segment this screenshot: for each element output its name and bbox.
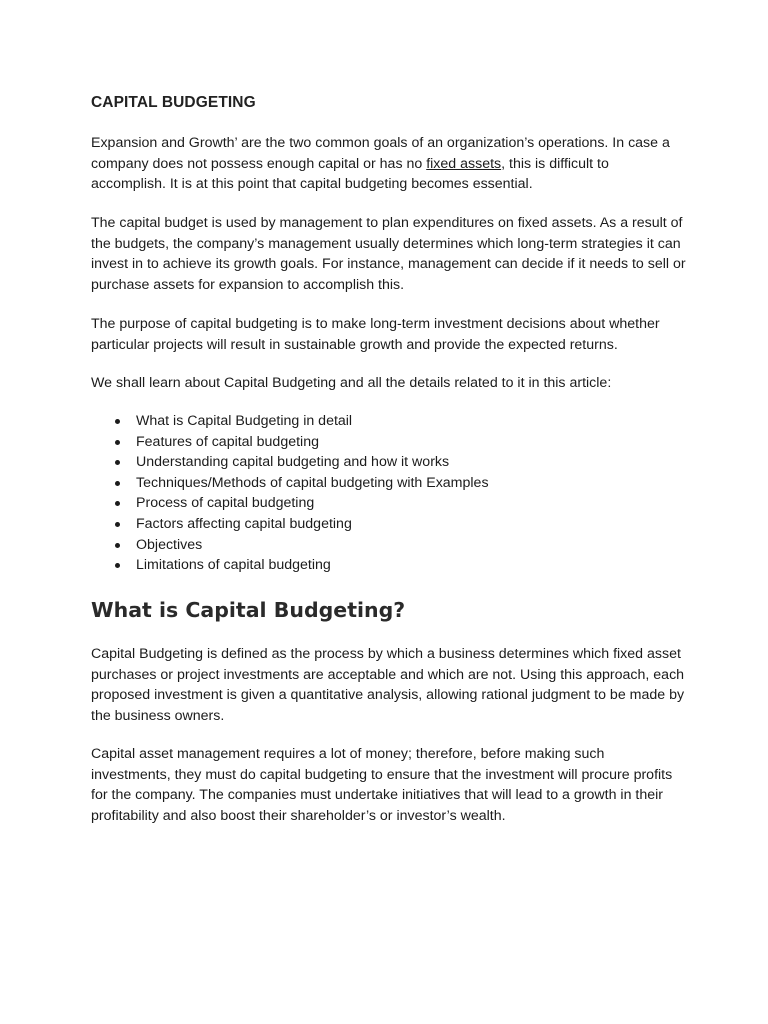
topics-list: [91, 411, 489, 576]
list-item: [91, 473, 489, 494]
bullet-icon: [115, 481, 120, 486]
list-item: [91, 452, 489, 473]
list-item: [91, 555, 489, 576]
bullet-icon: [115, 440, 120, 445]
list-item: [91, 493, 489, 514]
bullet-icon: [115, 563, 120, 568]
bullet-icon: [115, 501, 120, 506]
intro-text-before-link: Expansion and Growth’ are the two common goals of an organization’s operations. In case a company does not possess enough capital or has no: [91, 135, 670, 172]
section-paragraph-asset-management: Capital asset management requires a lot of money; therefore, before making such investments, they must do capital budgeting to ensure that the investment will procure profits for the company. The companies must undertake initiatives that will lead to a growth in their profitability and also boost their shareholder’s or investor’s wealth.: [91, 746, 673, 824]
bullet-icon: [115, 543, 120, 548]
intro-text-after-link: , this is difficult to accomplish. It is at this point that capital budgeting becomes essential.: [91, 155, 609, 193]
list-item-label: Understanding capital budgeting and how it works: [136, 454, 450, 471]
list-item-label: Limitations of capital budgeting: [136, 557, 331, 574]
list-item: [91, 432, 489, 453]
paragraph-purpose: The purpose of capital budgeting is to make long-term investment decisions about whether particular projects will result in sustainable growth and provide the expected returns.: [91, 316, 660, 353]
paragraph-article-intro: We shall learn about Capital Budgeting and all the details related to it in this article:: [91, 375, 612, 391]
bullet-icon: [115, 460, 120, 465]
intro-paragraph: [91, 133, 686, 195]
bullet-icon: [115, 419, 120, 424]
list-item-label: Objectives: [136, 536, 203, 553]
section-heading: What is Capital Budgeting?: [91, 598, 406, 622]
document-title: CAPITAL BUDGETING: [91, 94, 256, 111]
paragraph-capital-budget-use: The capital budget is used by management to plan expenditures on fixed assets. As a result of the budgets, the company’s management usually determines which long-term strategies it can invest in to achieve its growth goals. For instance, management can decide if it needs to sell or purchase assets for expansion to accomplish this.: [91, 215, 686, 293]
list-item-label: Factors affecting capital budgeting: [136, 515, 352, 532]
section-paragraph-definition: Capital Budgeting is defined as the process by which a business determines which fixed asset purchases or project investments are acceptable and which are not. Using this approach, each proposed investment is given a quantitative analysis, allowing rational judgment to be made by the business owners.: [91, 646, 685, 724]
bullet-icon: [115, 522, 120, 527]
list-item-label: Techniques/Methods of capital budgeting with Examples: [136, 474, 489, 491]
list-item-label: What is Capital Budgeting in detail: [136, 413, 353, 429]
fixed-assets-link[interactable]: fixed assets: [426, 155, 502, 172]
list-item-label: Features of capital budgeting: [136, 433, 319, 450]
list-item: [91, 514, 489, 535]
list-item-label: Process of capital budgeting: [136, 495, 315, 512]
list-item: [91, 535, 489, 556]
list-item: [91, 411, 489, 432]
